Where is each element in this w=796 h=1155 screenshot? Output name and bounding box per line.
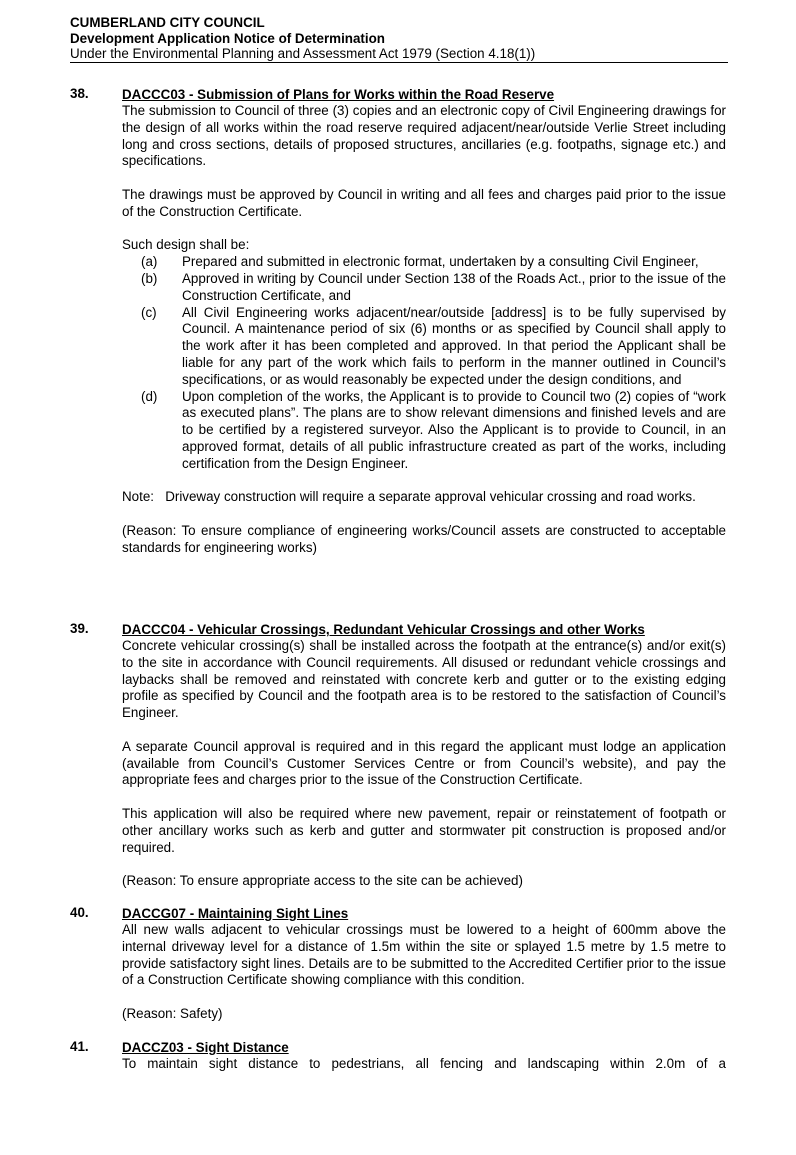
condition-title: DACCG07 - Maintaining Sight Lines [122, 906, 349, 921]
design-requirements-list [122, 254, 726, 472]
note [122, 489, 726, 506]
act-reference: Under the Environmental Planning and Assessment Act 1979 (Section 4.18(1)) [70, 46, 536, 61]
note-label: Note: [122, 489, 155, 505]
header-divider [70, 62, 728, 63]
list-item-text: Prepared and submitted in electronic format, undertaken by a consulting Civil Engineer, [182, 254, 699, 270]
condition-number: 40. [70, 905, 89, 920]
paragraph: A separate Council approval is required and in this regard the applicant must lodge an application (available from Council’s Customer Services Centre or from Council’s website), and pay the appropriate fees and charges prior to the issue of the Construction Certificate. [122, 738, 726, 788]
list-item-label: (b) [141, 270, 158, 286]
paragraph: Such design shall be: [122, 237, 250, 253]
list-item-label: (d) [141, 388, 158, 404]
paragraph: The drawings must be approved by Council in writing and all fees and charges paid prior to the issue of the Construction Certificate. [122, 186, 726, 219]
list-item-label: (c) [141, 304, 157, 320]
condition-number: 41. [70, 1039, 89, 1054]
list-item-label: (a) [141, 254, 158, 270]
paragraph: This application will also be required where new pavement, repair or reinstatement of footpath or other ancillary works such as kerb and gutter and stormwater pit construction is proposed and/or required. [122, 805, 726, 855]
condition-39 [70, 621, 726, 890]
condition-number: 38. [70, 86, 89, 101]
list-item [122, 254, 726, 271]
note-text: Driveway construction will require a separate approval vehicular crossing and road works. [165, 489, 696, 505]
list-item-text: Approved in writing by Council under Section 138 of the Roads Act., prior to the issue of the Construction Certificate, and [182, 270, 726, 303]
list-item [122, 271, 726, 305]
condition-41 [70, 1039, 726, 1073]
council-name: CUMBERLAND CITY COUNCIL [70, 15, 265, 30]
condition-40 [70, 905, 726, 1023]
paragraph: The submission to Council of three (3) copies and an electronic copy of Civil Engineering drawings for the design of all works within the road reserve required adjacent/near/outside Verlie Street including long and cross sections, details of proposed structures, ancillaries (e.g. footpaths, signage etc.) and specifications. [122, 103, 726, 169]
document-header [70, 15, 726, 62]
condition-38 [70, 86, 726, 557]
list-item-text: Upon completion of the works, the Applicant is to provide to Council two (2) copies of “work as executed plans”. The plans are to show relevant dimensions and finished levels and are to be certified by a registered surveyor. Also the Applicant is to provide to Council, in an approved format, details of all public infrastructure created as part of the works, including certification from the Design Engineer. [182, 388, 726, 471]
paragraph: Concrete vehicular crossing(s) shall be installed across the footpath at the entrance(s) and/or exit(s) to the site in accordance with Council requirements. All disused or redundant vehicle crossings and laybacks shall be removed and reinstated with concrete kerb and gutter or to the existing edging profile as specified by Council and the footpath area is to be restored to the satisfaction of Council’s Engineer. [122, 638, 726, 721]
paragraph: All new walls adjacent to vehicular crossings must be lowered to a height of 600mm above the internal driveway level for a distance of 1.5m within the site or splayed 1.5 metre by 1.5 metre to provide satisfactory sight lines. Details are to be submitted to the Accredited Certifier prior to the issue of a Construction Certificate showing compliance with this condition. [122, 922, 726, 988]
reason: (Reason: Safety) [122, 1005, 223, 1021]
paragraph: To maintain sight distance to pedestrians, all fencing and landscaping within 2.0m of a [122, 1056, 726, 1071]
condition-number: 39. [70, 621, 89, 636]
condition-title: DACCC04 - Vehicular Crossings, Redundant Vehicular Crossings and other Works [122, 622, 645, 637]
list-item-text: All Civil Engineering works adjacent/near/outside [address] is to be fully supervised by Council. A maintenance period of six (6) months or as specified by Council shall apply to the work after it has been completed and approved. In that period the Applicant shall be liable for any part of the work which fails to perform in the manner outlined in Council’s specifications, or as would reasonably be expected under the design conditions, and [182, 304, 726, 387]
condition-title: DACCC03 - Submission of Plans for Works within the Road Reserve [122, 87, 555, 102]
document-title: Development Application Notice of Determination [70, 30, 385, 46]
list-item [122, 389, 726, 473]
reason: (Reason: To ensure appropriate access to the site can be achieved) [122, 873, 523, 889]
condition-title: DACCZ03 - Sight Distance [122, 1040, 289, 1055]
list-item [122, 305, 726, 389]
reason: (Reason: To ensure compliance of engineering works/Council assets are constructed to acceptable standards for engineering works) [122, 522, 726, 555]
